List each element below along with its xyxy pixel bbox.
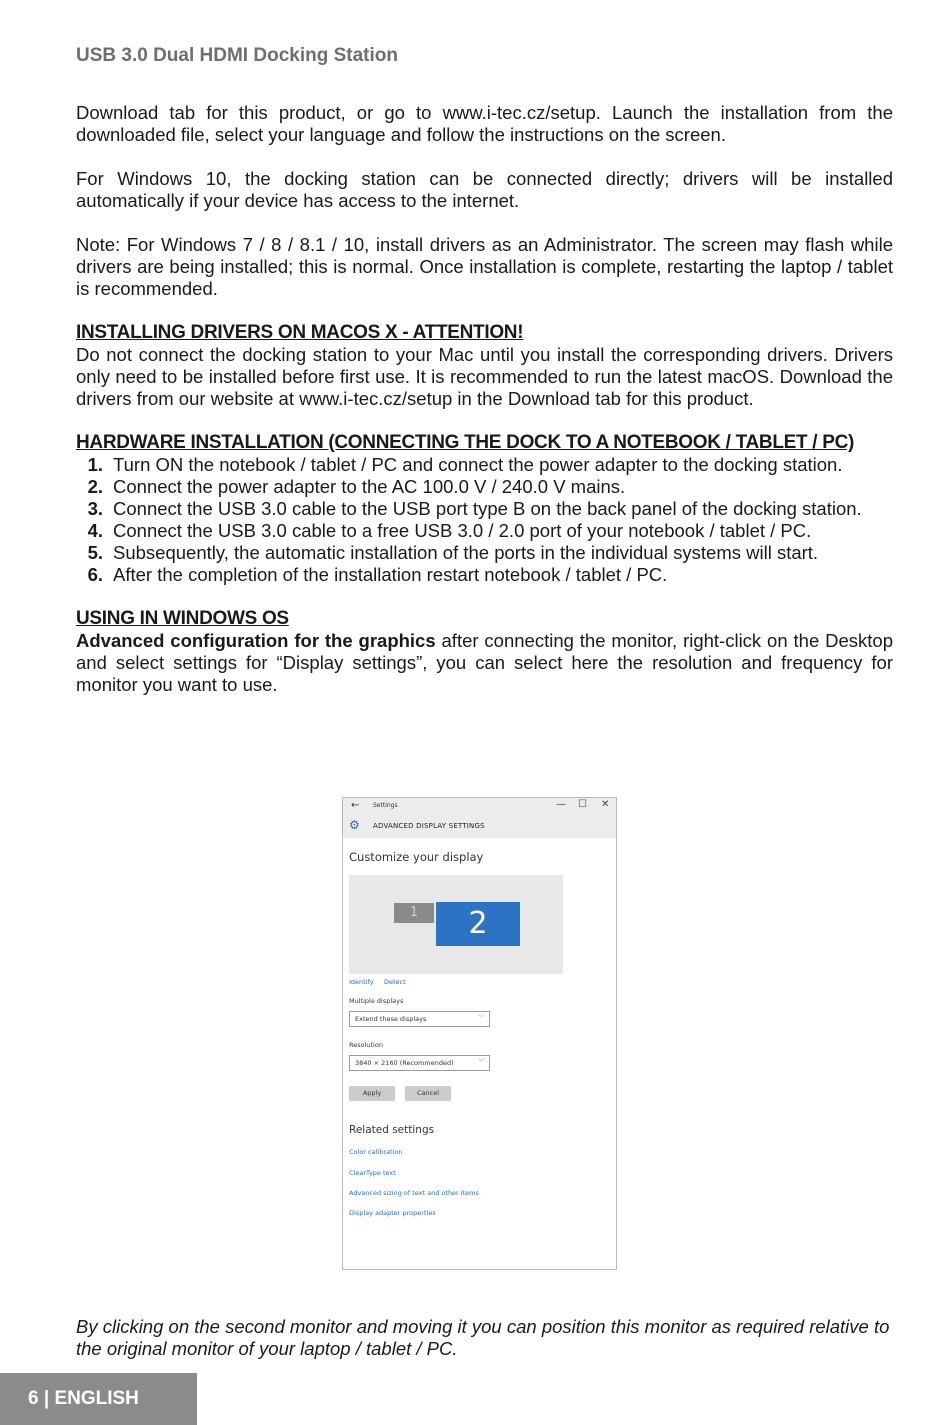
- settings-titlebar: [343, 798, 616, 838]
- step-text: After the completion of the installation restart notebook / tablet / PC.: [113, 564, 668, 585]
- step-number: 5.: [87, 542, 103, 563]
- intro-paragraph-note: Note: For Windows 7 / 8 / 8.1 / 10, install drivers as an Administrator. The screen may flash while drivers are being installed; this is normal. Once installation is complete, restarting the laptop / tablet is recommended.: [76, 234, 893, 299]
- step-number: 4.: [87, 520, 103, 541]
- list-item: [76, 542, 893, 564]
- step-number: 3.: [87, 498, 103, 519]
- step-text: Subsequently, the automatic installation of the ports in the individual systems will start.: [113, 542, 819, 563]
- macos-section-body: Do not connect the docking station to your Mac until you install the corresponding drivers. Drivers only need to be installed before first use. It is recommended to run the latest macOS. Download the drivers from our website at www.i-tec.cz/setup in the Download tab for this product.: [76, 344, 893, 409]
- intro-paragraph-windows10: For Windows 10, the docking station can be connected directly; drivers will be installed automatically if your device has access to the internet.: [76, 168, 893, 211]
- advanced-display-settings-heading: ADVANCED DISPLAY SETTINGS: [373, 822, 485, 830]
- settings-window-title: Settings: [373, 802, 398, 809]
- cleartype-text-link[interactable]: ClearType text: [349, 1169, 396, 1177]
- windows-section-heading: USING IN WINDOWS OS: [76, 608, 289, 629]
- monitor-1-tile[interactable]: 1: [394, 903, 434, 923]
- footer-page-label: 6 | ENGLISH: [28, 1388, 139, 1409]
- list-item: [76, 498, 893, 520]
- macos-section-heading: INSTALLING DRIVERS ON MACOS X - ATTENTION!: [76, 322, 524, 343]
- step-text: Turn ON the notebook / tablet / PC and connect the power adapter to the docking station.: [113, 454, 843, 475]
- detect-link[interactable]: Detect: [384, 978, 406, 986]
- cancel-button[interactable]: Cancel: [405, 1086, 451, 1101]
- step-text: Connect the USB 3.0 cable to a free USB 3.0 / 2.0 port of your notebook / tablet / PC.: [113, 520, 812, 541]
- settings-window-screenshot: [342, 797, 617, 1270]
- multiple-displays-label: Multiple displays: [349, 997, 404, 1005]
- display-arrangement-area: [349, 875, 563, 974]
- list-item: [76, 454, 893, 476]
- display-adapter-properties-link[interactable]: Display adapter properties: [349, 1209, 436, 1217]
- color-calibration-link[interactable]: Color calibration: [349, 1148, 403, 1156]
- multiple-displays-value: Extend these displays: [355, 1015, 427, 1023]
- main-content: [76, 102, 893, 696]
- step-number: 6.: [87, 564, 103, 585]
- windows-section-body: [76, 630, 893, 696]
- chevron-down-icon: ﹀: [478, 1014, 485, 1022]
- step-number: 2.: [87, 476, 103, 497]
- monitor-2-tile[interactable]: 2: [436, 902, 520, 946]
- advanced-sizing-link[interactable]: Advanced sizing of text and other items: [349, 1189, 479, 1197]
- windows-section-text: after connecting the monitor, right-click on the Desktop and select settings for “Display settings”, you can select here the resolution and frequency for monitor you want to use.: [76, 630, 893, 695]
- related-settings-heading: Related settings: [349, 1124, 435, 1136]
- list-item: [76, 564, 893, 586]
- multiple-displays-select[interactable]: [349, 1011, 490, 1027]
- back-arrow-icon[interactable]: ←: [351, 800, 360, 811]
- chevron-down-icon: ﹀: [478, 1058, 485, 1066]
- resolution-value: 3840 × 2160 (Recommended): [355, 1059, 454, 1067]
- gear-icon: ⚙: [349, 818, 360, 832]
- step-text: Connect the power adapter to the AC 100.0 V / 240.0 V mains.: [113, 476, 626, 497]
- minimize-icon[interactable]: —: [556, 799, 566, 810]
- identify-link[interactable]: Identify: [349, 978, 374, 986]
- windows-section-lead: Advanced configuration for the graphics: [76, 630, 436, 651]
- step-number: 1.: [87, 454, 103, 475]
- figure-caption: By clicking on the second monitor and moving it you can position this monitor as required relative to the original monitor of your laptop / tablet / PC.: [76, 1315, 890, 1359]
- customize-display-title: Customize your display: [349, 850, 484, 864]
- step-text: Connect the USB 3.0 cable to the USB port type B on the back panel of the docking station.: [113, 498, 862, 519]
- hardware-steps-list: [76, 454, 893, 586]
- resolution-label: Resolution: [349, 1041, 383, 1049]
- maximize-icon[interactable]: ☐: [578, 799, 587, 810]
- resolution-select[interactable]: [349, 1055, 490, 1071]
- apply-button[interactable]: Apply: [349, 1086, 395, 1101]
- list-item: [76, 476, 893, 498]
- page-header-title: USB 3.0 Dual HDMI Docking Station: [76, 45, 398, 66]
- intro-paragraph-download: Download tab for this product, or go to www.i-tec.cz/setup. Launch the installation from the downloaded file, select your language and follow the instructions on the screen.: [76, 102, 893, 145]
- hardware-section-heading: HARDWARE INSTALLATION (CONNECTING THE DOCK TO A NOTEBOOK / TABLET / PC): [76, 432, 855, 453]
- footer-page-label-bar: [0, 1373, 197, 1425]
- list-item: [76, 520, 893, 542]
- close-icon[interactable]: ✕: [601, 799, 610, 810]
